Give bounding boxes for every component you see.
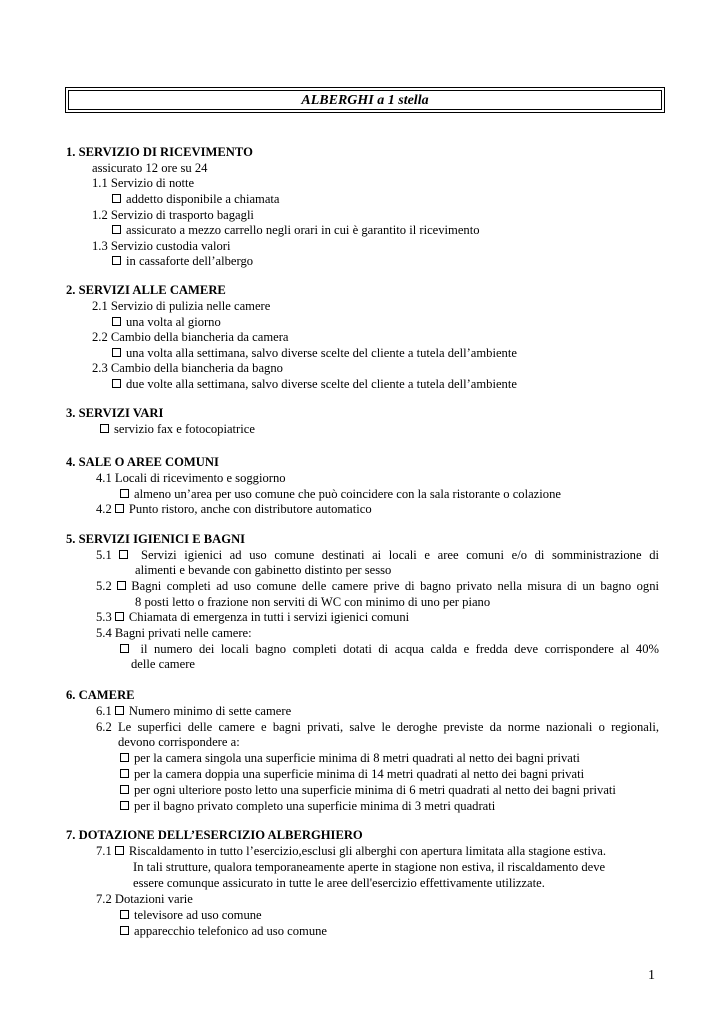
checklist-item: una volta al giorno: [112, 315, 221, 330]
section-heading: 3. SERVIZI VARI: [66, 406, 164, 420]
checkbox-icon: [115, 846, 124, 855]
checklist-item: 7.1 Riscaldamento in tutto l’esercizio,esclusi gli alberghi con apertura limitata alla stagione estiva.: [96, 844, 607, 858]
checklist-item: per il bagno privato completo una superficie minima di 3 metri quadrati: [120, 799, 495, 814]
checklist-item: 4.2 Punto ristoro, anche con distributore automatico: [96, 502, 372, 516]
checkbox-icon: [115, 612, 124, 621]
subsection-title: 2.3 Cambio della biancheria da bagno: [92, 361, 283, 375]
text-line: assicurato 12 ore su 24: [92, 161, 208, 175]
checkbox-icon: [120, 769, 129, 778]
section-heading: 4. SALE O AREE COMUNI: [66, 455, 219, 469]
checkbox-icon: [115, 504, 124, 513]
checklist-item: per la camera singola una superficie minima di 8 metri quadrati al netto dei bagni privati: [120, 751, 580, 766]
checkbox-icon: [119, 550, 128, 559]
checklist-item: 5.3 Chiamata di emergenza in tutti i servizi igienici comuni: [96, 610, 410, 624]
text-line: 8 posti letto o frazione non serviti di WC con minimo di uno per piano: [135, 595, 491, 609]
section-heading: 7. DOTAZIONE DELL’ESERCIZIO ALBERGHIERO: [66, 828, 363, 842]
checkbox-icon: [100, 424, 109, 433]
checklist-item: servizio fax e fotocopiatrice: [100, 422, 255, 437]
subsection-title: 1.1 Servizio di notte: [92, 176, 195, 190]
checkbox-icon: [112, 317, 121, 326]
section-heading: 2. SERVIZI ALLE CAMERE: [66, 283, 226, 297]
checklist-item: il numero dei locali bagno completi dotati di acqua calda e fredda deve corrispondere al 40%: [120, 642, 659, 657]
subsection-title: 5.4 Bagni privati nelle camere:: [96, 626, 252, 640]
text-line: delle camere: [131, 657, 195, 671]
text-line: devono corrispondere a:: [118, 735, 240, 749]
checklist-item: una volta alla settimana, salvo diverse scelte del cliente a tutela dell’ambiente: [112, 346, 517, 361]
checkbox-icon: [120, 753, 129, 762]
checklist-item: 6.1 Numero minimo di sette camere: [96, 704, 292, 718]
checklist-item: 5.1 Servizi igienici ad uso comune destinati ai locali e aree comuni e/o di somministrazione di: [96, 548, 659, 562]
checkbox-icon: [112, 379, 121, 388]
subsection-title: 7.2 Dotazioni varie: [96, 892, 193, 906]
checklist-item: per ogni ulteriore posto letto una superficie minima di 6 metri quadrati al netto dei bagni privati: [120, 783, 616, 798]
checklist-item: 5.2 Bagni completi ad uso comune delle camere prive di bagno privato nella misura di un bagno ogni: [96, 579, 659, 593]
checklist-item: apparecchio telefonico ad uso comune: [120, 924, 327, 939]
text-line: essere comunque assicurato in tutte le aree dell'esercizio effettivamente utilizzate.: [133, 876, 545, 890]
subsection-title: 2.1 Servizio di pulizia nelle camere: [92, 299, 271, 313]
subsection-title: 4.1 Locali di ricevimento e soggiorno: [96, 471, 286, 485]
checklist-item: addetto disponibile a chiamata: [112, 192, 280, 207]
checkbox-icon: [112, 194, 121, 203]
checkbox-icon: [112, 225, 121, 234]
checkbox-icon: [112, 256, 121, 265]
page-title: ALBERGHI a 1 stella: [301, 93, 429, 108]
checklist-item: televisore ad uso comune: [120, 908, 262, 923]
subsection-title: 2.2 Cambio della biancheria da camera: [92, 330, 289, 344]
checkbox-icon: [120, 910, 129, 919]
checklist-item: in cassaforte dell’albergo: [112, 254, 253, 269]
title-box: [65, 87, 665, 113]
page-number: 1: [648, 968, 655, 983]
subsection-title: 6.2 Le superfici delle camere e bagni privati, salve le deroghe previste da norme nazionali o regionali,: [96, 720, 659, 734]
checkbox-icon: [120, 489, 129, 498]
checklist-item: assicurato a mezzo carrello negli orari in cui è garantito il ricevimento: [112, 223, 480, 238]
checkbox-icon: [120, 644, 129, 653]
text-line: alimenti e bevande con gabinetto distinto per sesso: [135, 563, 392, 577]
section-heading: 1. SERVIZIO DI RICEVIMENTO: [66, 145, 253, 159]
text-line: In tali strutture, qualora temporaneamente aperte in stagione non estiva, il riscaldamento deve: [133, 860, 606, 874]
subsection-title: 1.3 Servizio custodia valori: [92, 239, 231, 253]
checkbox-icon: [120, 801, 129, 810]
checkbox-icon: [115, 706, 124, 715]
checklist-item: due volte alla settimana, salvo diverse scelte del cliente a tutela dell’ambiente: [112, 377, 517, 392]
checklist-item: per la camera doppia una superficie minima di 14 metri quadrati al netto dei bagni privati: [120, 767, 584, 782]
section-heading: 5. SERVIZI IGIENICI E BAGNI: [66, 532, 246, 546]
checkbox-icon: [120, 926, 129, 935]
section-heading: 6. CAMERE: [66, 688, 135, 702]
checklist-item: almeno un’area per uso comune che può coincidere con la sala ristorante o colazione: [120, 487, 561, 502]
subsection-title: 1.2 Servizio di trasporto bagagli: [92, 208, 254, 222]
checkbox-icon: [117, 581, 126, 590]
checkbox-icon: [112, 348, 121, 357]
checkbox-icon: [120, 785, 129, 794]
